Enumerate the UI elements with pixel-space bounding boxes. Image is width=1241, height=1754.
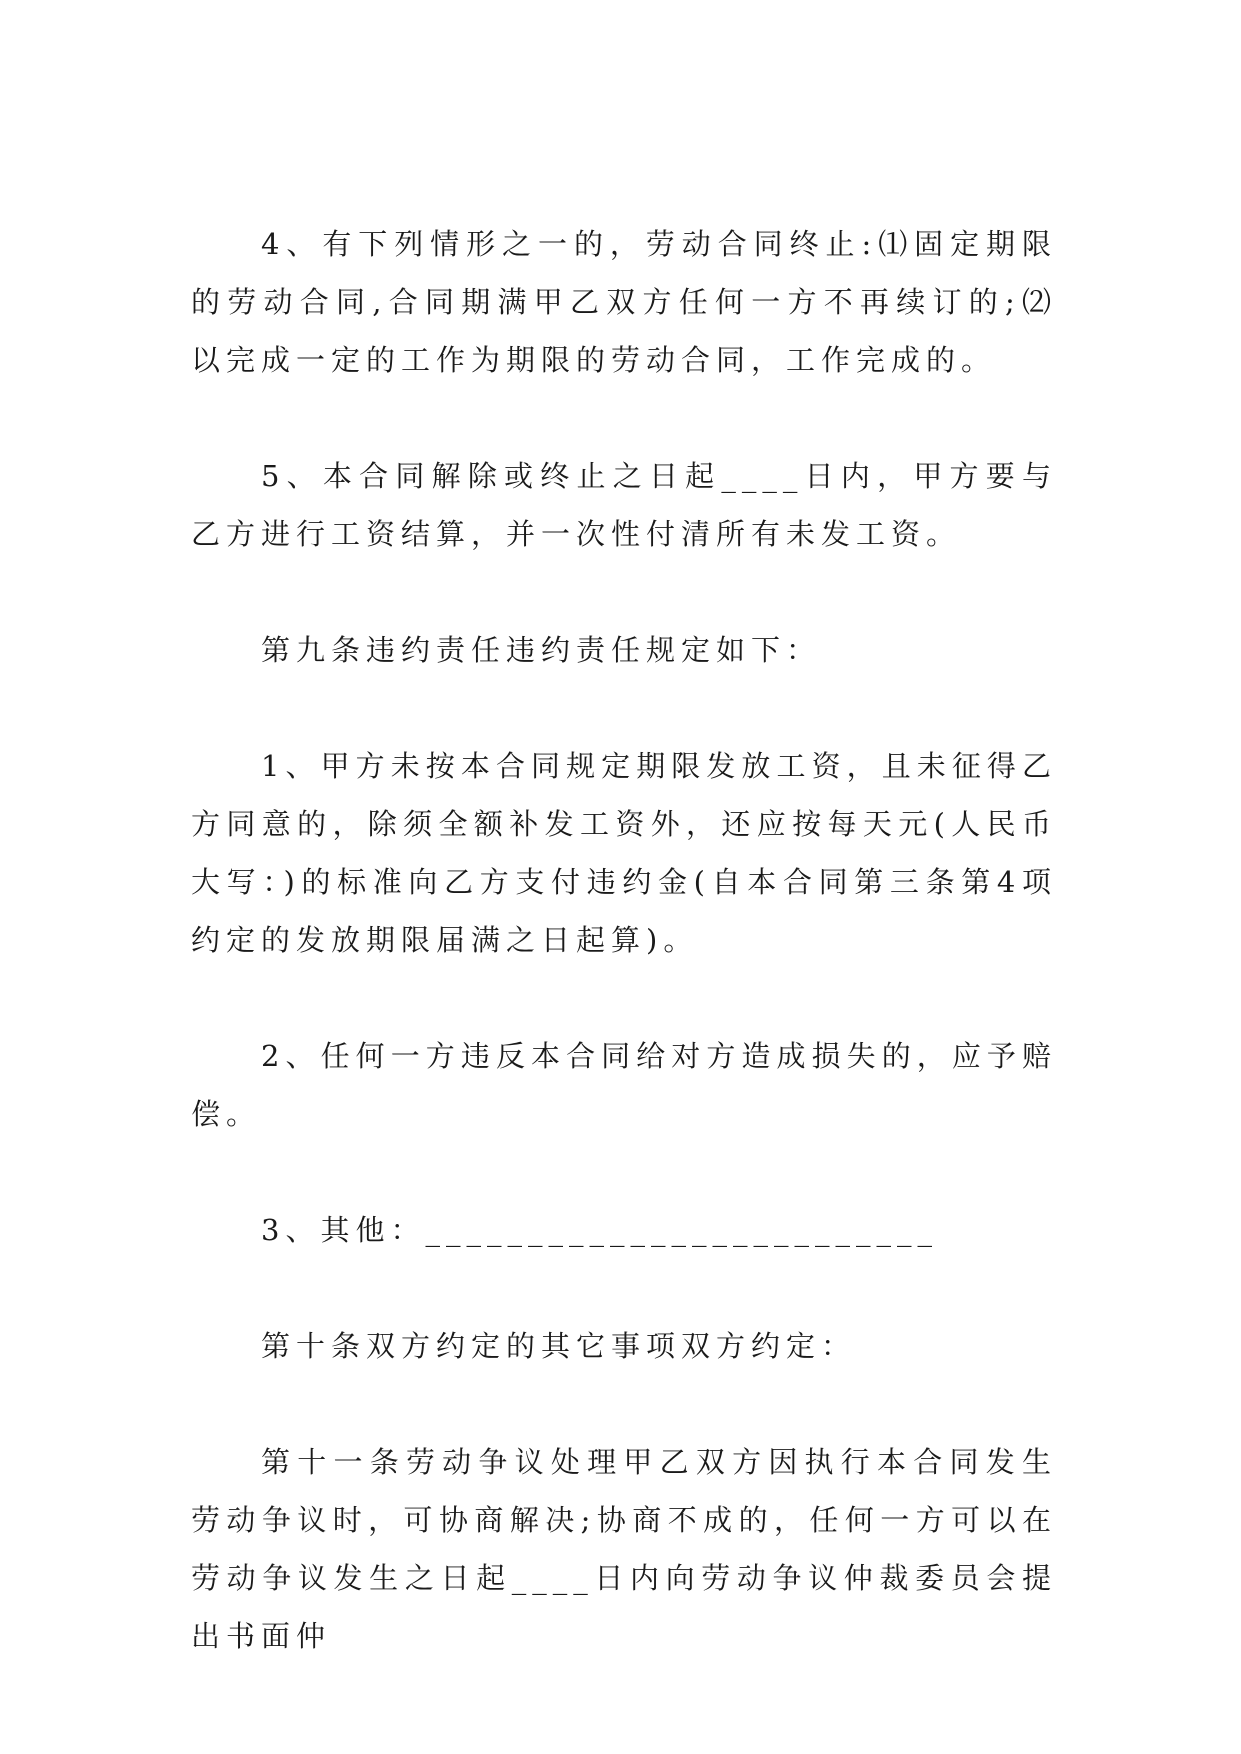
article-9-heading: 第九条违约责任违约责任规定如下： [261, 633, 822, 667]
article-11-dispute: 第十一条劳动争议处理甲乙双方因执行本合同发生劳动争议时，可协商解决;协商不成的，任何一方可以在劳动争议发生之日起____日内向劳动争议仲裁委员会提出书面仲 [191, 1445, 1057, 1653]
article-10-heading: 第十条双方约定的其它事项双方约定： [261, 1329, 857, 1363]
clause-other: 3、其他：_________________________ [261, 1213, 938, 1247]
clause-termination: 4、有下列情形之一的，劳动合同终止:⑴固定期限的劳动合同,合同期满甲乙双方任何一方不再续订的;⑵以完成一定的工作为期限的劳动合同，工作完成的。 [191, 227, 1057, 377]
clause-late-wage-penalty: 1、甲方未按本合同规定期限发放工资，且未征得乙方同意的，除须全额补发工资外，还应按每天元(人民币大写：)的标准向乙方支付违约金(自本合同第三条第4项约定的发放期限届满之日起算)。 [191, 749, 1057, 957]
clause-wage-settlement: 5、本合同解除或终止之日起____日内，甲方要与乙方进行工资结算，并一次性付清所有未发工资。 [191, 459, 1057, 551]
clause-compensation: 2、任何一方违反本合同给对方造成损失的，应予赔偿。 [191, 1039, 1057, 1131]
document-body [191, 215, 1057, 1665]
